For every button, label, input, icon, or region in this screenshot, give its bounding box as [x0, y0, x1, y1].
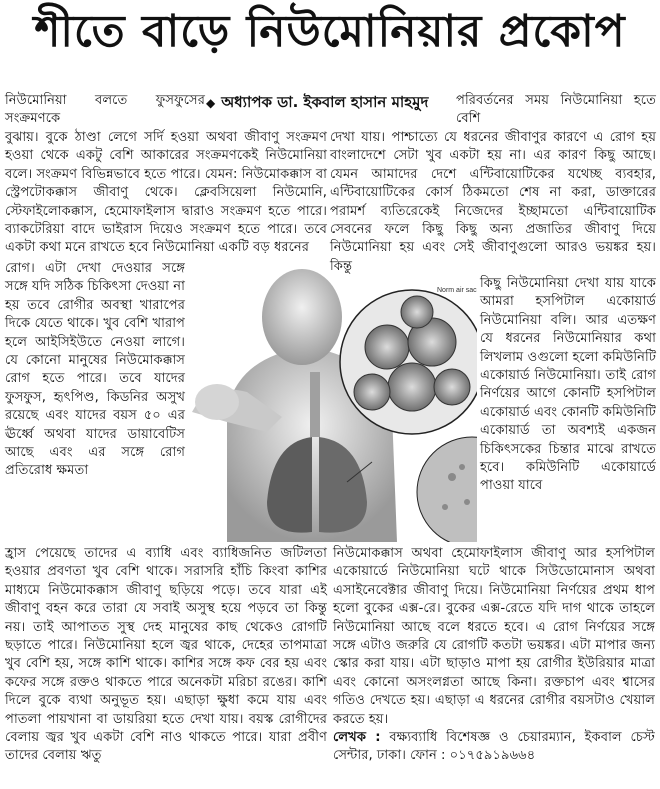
left-top-text: নিউমোনিয়া বলতে ফুসফুসের সংক্রমণকে	[5, 93, 205, 127]
bottom-right-text: নিউমোকক্কাস অথবা হেমোফাইলাস জীবাণু আর হসপিটাল একোয়ার্ডে নিউমোনিয়া ঘটে থাকে সিউডোমোনাস অথবা এসাইনেবেক্টার জীবাণু দিয়ে। নিউমোনিয়া নির্ণয়ের প্রথম ধাপ হলো বুকের এক্স-রে। বুকের এক্স-রেতে যদি দাগ থাকে তাহলে নিউমোনিয়া আছে বলে ধরতে হবে। এ রোগ নির্ণয়ের সঙ্গে সঙ্গে এটাও জরুরি যে রোগটি কতটা ভয়ঙ্কর। এটা মাপার জন্য স্কোর করা যায়। এটা ছাড়াও মাপা হয় রোগীর ইউরিয়ার মাত্রা এবং কোনো অসংলগ্নতা আছে কিনা। রক্তচাপ এবং শ্বাসের গতিও দেখতে হয়। এছাড়া এ ধরনের রোগীর বয়সটাও খেয়াল করতে হয়।	[333, 546, 655, 727]
figure-label: Norm air sac	[437, 287, 477, 294]
author-line	[333, 729, 655, 766]
author-label: লেখক :	[333, 730, 381, 746]
author-text: বক্ষ্যব্যাধি বিশেষজ্ঞ ও চেয়ারম্যান, ইকবাল চেস্ট সেন্টার, ঢাকা। ফোন : ০১৭৫৯১৯৬৬৪	[333, 730, 655, 764]
lung-illustration	[187, 262, 477, 542]
right-top-text: পরিবর্তনের সময় নিউমোনিয়া হতে বেশি	[456, 93, 656, 127]
byline-text: অধ্যাপক ডা. ইকবাল হাসান মাহমুদ	[221, 93, 429, 111]
diamond-icon: ◆	[206, 96, 216, 110]
bottom-left-text: হ্রাস পেয়েছে তাদের এ ব্যাধি এবং ব্যাধিজনিত জটিলতা হওয়ার প্রবণতা খুব বেশি থাকে। সরাসরি হাঁচি কিংবা কাশির মাধ্যমে নিউমোকক্কাস জীবাণু ছড়িয়ে পড়ে। তবে যারা এই জীবাণু বহন করে তারা যে সবাই অসুস্থ হয়ে পড়বে তা কিন্তু নয়। তাই আপাতত সুস্থ দেহ মানুষের কাছ থেকেও রোগটি ছড়াতে পারে। নিউমোনিয়া হলে জ্বর থাকে, দেহের তাপমাত্রা খুব বেশি হয়, সঙ্গে কাশি থাকে। কাশির সঙ্গে কফ বের হয় এবং কফের সঙ্গে রক্তও থাকতে পারে অনেকটা মরিচা রঙের। কাশি দিলে বুকে ব্যথা অনুভূত হয়। এছাড়া ক্ষুধা কমে যায় এবং পাতলা পায়খানা বা ডায়রিয়া হতে দেখা যায়। বয়স্ক রোগীদের বেলায় জ্বর খুব একটা বেশি নাও থাকতে পারে। যারা প্রবীণ তাদের বেলায় ঋতু	[5, 546, 327, 764]
right-lower-text: কিছু নিউমোনিয়া দেখা যায় যাকে আমরা হসপিটাল একোয়ার্ড নিউমোনিয়া বলি। আর এতক্ষণ যে ধরনের নিউমোনিয়ার কথা লিখলাম ওগুলো হলো কমিউনিটি একোয়ার্ড নিউমোনিয়া। তাই রোগ নির্ণয়ের আগে কোনটি হসপিটাল একোয়ার্ড এবং কোনটি কমিউনিটি একোয়ার্ড তা অবশ্যই একজন চিকিৎসকের চিন্তার মাঝে রাখতে হবে। কমিউনিটি একোয়ার্ডে পাওয়া যাবে	[480, 276, 656, 494]
bottom-right-column	[333, 545, 655, 766]
left-lower-text: রোগ। এটা দেখা দেওয়ার সঙ্গে সঙ্গে যদি সঠিক চিকিৎসা দেওয়া না হয় তবে রোগীর অবস্থা খারাপের দিকে যেতে থাকে। খুব বেশি খারাপ হলে আইসিইউতে নেওয়া লাগে। যে কোনো মানুষের নিউমোকক্কাস রোগ হতে পারে। তবে যাদের ফুসফুস, হৃৎপিণ্ড, কিডনির অসুখ রয়েছে এবং যাদের বয়স ৫০ এর ঊর্ধ্বে অথবা যাদের ডায়াবেটিস আছে এবং এর সঙ্গে রোগ প্রতিরোধ ক্ষমতা	[5, 261, 185, 479]
left-mid-text: বুঝায়। বুকে ঠাণ্ডা লেগে সর্দি হওয়া অথবা জীবাণু সংক্রমণ হওয়া থেকে একটু বেশি আকারের সংক্রমণকেই নিউমোনিয়া বলে। সংক্রমণ বিভিন্নভাবে হতে পারে। যেমন: নিউমোকক্কাস বা স্ট্রেপটোকক্কাস জীবাণু থেকে। ক্লেবসিয়েলা নিউমোনি, স্টেফাইলোকক্কাস, হেমোফাইলাস দ্বারাও সংক্রমণ হতে পারে। ব্যাকটেরিয়া বাদে ভাইরাস দিয়েও সংক্রমণ হতে পারে। তবে একটা কথা মনে রাখতে হবে নিউমোনিয়া একটি বড় ধরনের	[5, 130, 327, 256]
headline: শীতে বাড়ে নিউমোনিয়ার প্রকোপ	[34, 6, 626, 57]
right-mid-text: দেখা যায়। পাশ্চাত্যে যে ধরনের জীবাণুর কারণে এ রোগ হয় বাংলাদেশে সেটা খুব একটা হয় না। এর কারণ কিছু আছে। যেমন আমাদের দেশে এন্টিবায়োটিকের যথেচ্ছ ব্যবহার, এন্টিবায়োটিকের কোর্স ঠিকমতো শেষ না করা, ডাক্তারের পরামর্শ ব্যতিরেকেই নিজেদের ইচ্ছামতো এন্টিবায়োটিক সেবনের ফলে কিছু কিছু অন্য প্রজাতির জীবাণু দিয়ে নিউমোনিয়া হয় এবং সেই জীবাণুগুলো আরও ভয়ঙ্কর হয়। কিন্তু	[330, 130, 656, 274]
